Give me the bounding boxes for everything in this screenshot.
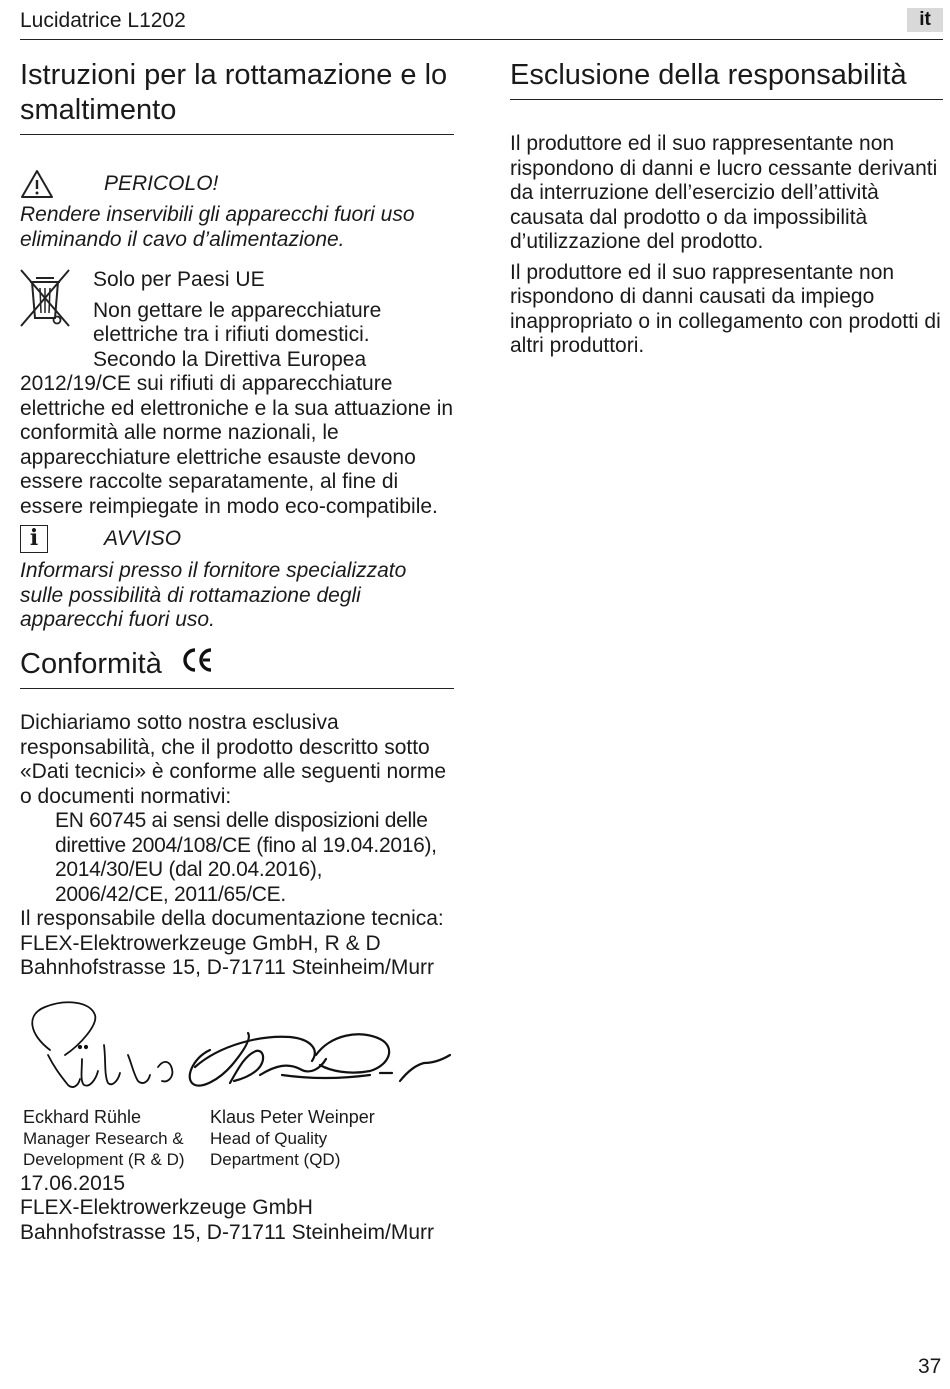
norm-line: direttive 2004/108/CE (fino al 19.04.2016),	[55, 833, 437, 857]
signature-weinper	[190, 1033, 450, 1086]
crossed-out-bin-icon	[20, 268, 70, 328]
norms-list	[20, 809, 454, 907]
norm-line: 2006/42/CE, 2011/65/CE.	[55, 882, 286, 906]
notice-text: Informarsi presso il fornitore specializzato sulle possibilità di rottamazione degli apparecchi fuori uso.	[20, 559, 407, 631]
ce-mark-icon	[180, 647, 214, 682]
signer-list	[20, 1107, 454, 1170]
company-address: Bahnhofstrasse 15, D-71711 Steinheim/Murr	[20, 1220, 434, 1244]
responsible-label: Il responsabile della documentazione tecnica:	[20, 907, 444, 931]
company-name: FLEX-Elektrowerkzeuge GmbH	[20, 1196, 313, 1220]
page-number: 37	[918, 1355, 942, 1378]
conformity-heading	[20, 647, 454, 690]
disposal-heading: Istruzioni per la rottamazione e lo smaltimento	[20, 58, 454, 135]
signer-name: Klaus Peter Weinper	[210, 1106, 375, 1127]
warning-triangle-icon	[20, 169, 104, 199]
liability-paragraph-1: Il produttore ed il suo rappresentante non rispondono di danni e lucro cessante derivanti da interruzione dell’esercizio dell’attività causata dal prodotto o da impossibilità d’utilizzazione del prodotto.	[510, 132, 938, 253]
signer-role: Development (R & D)	[23, 1149, 185, 1169]
signatures	[20, 995, 454, 1107]
header-divider	[20, 39, 943, 40]
weee-notice	[20, 268, 454, 519]
signature-ruhle	[32, 1002, 172, 1087]
signer-role: Manager Research &	[23, 1128, 184, 1148]
weee-directive: Secondo la Direttiva Europea 2012/19/CE sui rifiuti di apparecchiature elettriche ed elettroniche e la sua attuazione in conformità alle norme nazionali, le apparecchiature elettriche esauste devono essere raccolte separatamente, al fine di essere reimpiegate in modo eco-compatibile.	[20, 347, 454, 518]
responsible-company: FLEX-Elektrowerkzeuge GmbH, R & D	[20, 931, 381, 955]
document-title: Lucidatrice L1202	[20, 9, 186, 32]
danger-label: PERICOLO!	[104, 172, 219, 195]
info-icon: i	[20, 525, 48, 553]
signer-weinper	[210, 1107, 375, 1170]
liability-section	[510, 58, 943, 359]
responsible-address: Bahnhofstrasse 15, D-71711 Steinheim/Murr	[20, 956, 434, 980]
right-column	[510, 58, 943, 359]
danger-notice	[20, 169, 454, 199]
disposal-section	[20, 58, 454, 633]
signer-role: Department (QD)	[210, 1149, 341, 1169]
signer-role: Head of Quality	[210, 1128, 328, 1148]
info-notice	[20, 525, 454, 553]
language-badge: it	[907, 8, 943, 32]
liability-paragraph-2: Il produttore ed il suo rappresentante non rispondono di danni causati da impiego inappropriato o in collegamento con prodotti di altri produttori.	[510, 260, 941, 357]
weee-scope: Solo per Paesi UE	[93, 268, 265, 291]
norm-line: 2014/30/EU (dal 20.04.2016),	[55, 858, 323, 882]
signer-name: Eckhard Rühle	[23, 1106, 142, 1127]
conformity-intro: Dichiariamo sotto nostra esclusiva responsabilità, che il prodotto descritto sotto «Dati tecnici» è conforme alle seguenti norme o documenti normativi:	[20, 711, 447, 808]
liability-heading: Esclusione della responsabilità	[510, 58, 943, 100]
notice-label: AVVISO	[104, 527, 182, 550]
danger-text: Rendere inservibili gli apparecchi fuori uso eliminando il cavo d’alimentazione.	[20, 203, 415, 251]
weee-warning: Non gettare le apparecchiature elettriche tra i rifiuti domestici.	[93, 298, 382, 346]
left-column	[20, 58, 454, 1245]
signer-ruhle	[20, 1107, 210, 1170]
norm-line: EN 60745 ai sensi delle disposizioni delle	[55, 809, 428, 833]
conformity-title: Conformità	[20, 647, 162, 680]
conformity-section	[20, 647, 454, 1246]
declaration-date: 17.06.2015	[20, 1171, 126, 1195]
